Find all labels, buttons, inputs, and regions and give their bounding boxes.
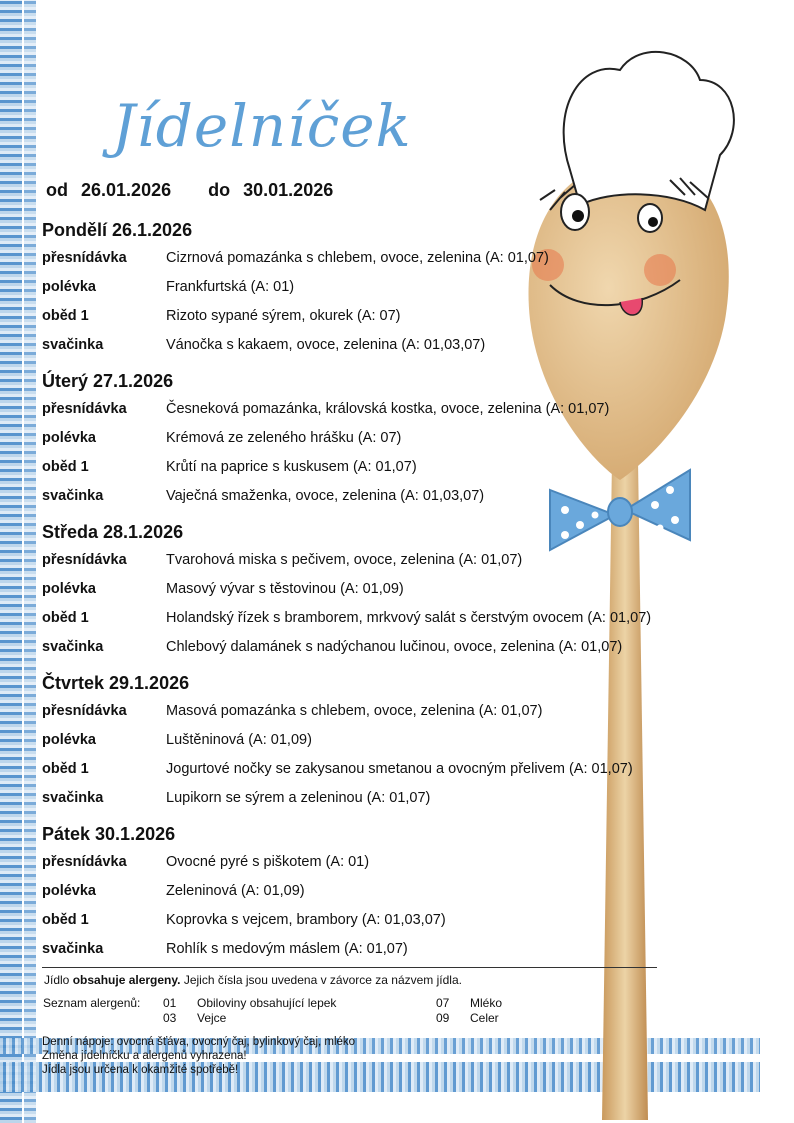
allergen-name: Celer bbox=[470, 1011, 499, 1025]
meal-label: přesnídávka bbox=[42, 703, 127, 719]
allergen-note-bold: obsahuje alergeny. bbox=[72, 973, 181, 987]
footer-drinks: Denní nápoje: ovocná šťáva, ovocný čaj, bylinkový čaj, mléko bbox=[42, 1036, 356, 1048]
meal-label: přesnídávka bbox=[42, 250, 127, 266]
meal-label: polévka bbox=[42, 883, 96, 899]
day-title: Pátek 30.1.2026 bbox=[42, 824, 176, 844]
meal-value: Masový vývar s těstovinou (A: 01,09) bbox=[166, 581, 404, 597]
meal-value: Rizoto sypané sýrem, okurek (A: 07) bbox=[166, 308, 401, 324]
meal-label: oběd 1 bbox=[42, 459, 89, 475]
day-block-monday bbox=[42, 216, 722, 360]
menu-row-lunch bbox=[42, 604, 722, 633]
page-title: Jídelníček bbox=[112, 92, 412, 160]
meal-label: svačinka bbox=[42, 941, 104, 957]
menu-row-breakfast bbox=[42, 546, 722, 575]
meal-value: Koprovka s vejcem, brambory (A: 01,03,07) bbox=[166, 912, 446, 928]
footer-change-note: Změna jídelníčku a alergenů vyhrazena! bbox=[42, 1050, 247, 1062]
menu-row-soup bbox=[42, 726, 722, 755]
meal-value: Zeleninová (A: 01,09) bbox=[166, 883, 305, 899]
meal-value: Česneková pomazánka, královská kostka, ovoce, zelenina (A: 01,07) bbox=[166, 401, 610, 417]
allergen-names-left bbox=[197, 996, 336, 1026]
day-title: Čtvrtek 29.1.2026 bbox=[42, 673, 190, 693]
meal-value: Chlebový dalamánek s nadýchanou lučinou, ovoce, zelenina (A: 01,07) bbox=[166, 639, 623, 655]
day-title: Pondělí 26.1.2026 bbox=[42, 220, 193, 240]
menu-row-lunch bbox=[42, 755, 722, 784]
allergen-code: 07 bbox=[436, 996, 450, 1010]
allergen-code: 01 bbox=[163, 996, 177, 1010]
meal-value: Masová pomazánka s chlebem, ovoce, zelenina (A: 01,07) bbox=[166, 703, 543, 719]
meal-value: Ovocné pyré s piškotem (A: 01) bbox=[166, 854, 370, 870]
allergen-code: 03 bbox=[163, 1011, 177, 1025]
menu-row-soup bbox=[42, 877, 722, 906]
allergen-note-post: Jejich čísla jsou uvedena v závorce za názvem jídla. bbox=[180, 973, 462, 987]
meal-label: svačinka bbox=[42, 639, 104, 655]
day-block-tuesday bbox=[42, 367, 722, 511]
meal-label: oběd 1 bbox=[42, 761, 89, 777]
day-title: Středa 28.1.2026 bbox=[42, 522, 184, 542]
menu-row-soup bbox=[42, 273, 722, 302]
meal-label: svačinka bbox=[42, 488, 104, 504]
meal-label: přesnídávka bbox=[42, 552, 127, 568]
meal-label: polévka bbox=[42, 581, 96, 597]
date-from-label: od bbox=[46, 180, 68, 200]
divider bbox=[42, 967, 657, 968]
menu-row-lunch bbox=[42, 302, 722, 331]
meal-value: Jogurtové nočky se zakysanou smetanou a ovocným přelivem (A: 01,07) bbox=[166, 761, 633, 777]
menu-row-snack bbox=[42, 784, 722, 813]
meal-value: Krůtí na paprice s kuskusem (A: 01,07) bbox=[166, 459, 417, 475]
fabric-stripe-vertical-thin bbox=[24, 0, 36, 1123]
menu-row-breakfast bbox=[42, 395, 722, 424]
menu-row-breakfast bbox=[42, 848, 722, 877]
meal-value: Lupikorn se sýrem a zeleninou (A: 01,07) bbox=[166, 790, 431, 806]
menu-row-snack bbox=[42, 331, 722, 360]
menu-row-soup bbox=[42, 424, 722, 453]
meal-label: svačinka bbox=[42, 790, 104, 806]
day-title: Úterý 27.1.2026 bbox=[42, 371, 174, 391]
date-range bbox=[46, 180, 333, 201]
allergen-note bbox=[44, 973, 462, 987]
meal-value: Tvarohová miska s pečivem, ovoce, zelenina (A: 01,07) bbox=[166, 552, 523, 568]
meal-label: oběd 1 bbox=[42, 610, 89, 626]
fabric-stripe-vertical bbox=[0, 0, 22, 1123]
menu-row-breakfast bbox=[42, 244, 722, 273]
menu-row-breakfast bbox=[42, 697, 722, 726]
meal-value: Vánočka s kakaem, ovoce, zelenina (A: 01,03,07) bbox=[166, 337, 486, 353]
day-block-thursday bbox=[42, 669, 722, 813]
meal-label: polévka bbox=[42, 732, 96, 748]
meal-value: Luštěninová (A: 01,09) bbox=[166, 732, 312, 748]
meal-value: Vaječná smaženka, ovoce, zelenina (A: 01,03,07) bbox=[166, 488, 485, 504]
meal-label: polévka bbox=[42, 430, 96, 446]
meal-label: oběd 1 bbox=[42, 912, 89, 928]
allergen-codes-right bbox=[436, 996, 449, 1026]
date-to-label: do bbox=[208, 180, 231, 200]
menu-row-lunch bbox=[42, 906, 722, 935]
menu-row-soup bbox=[42, 575, 722, 604]
date-from: 26.01.2026 bbox=[81, 180, 172, 200]
allergen-code: 09 bbox=[436, 1011, 450, 1025]
meal-value: Krémová ze zeleného hrášku (A: 07) bbox=[166, 430, 402, 446]
meal-label: svačinka bbox=[42, 337, 104, 353]
meal-label: přesnídávka bbox=[42, 854, 127, 870]
menu-row-snack bbox=[42, 633, 722, 662]
day-block-wednesday bbox=[42, 518, 722, 662]
meal-label: přesnídávka bbox=[42, 401, 127, 417]
menu-row-lunch bbox=[42, 453, 722, 482]
allergen-names-right bbox=[470, 996, 502, 1026]
allergen-codes-left bbox=[163, 996, 176, 1026]
menu-row-snack bbox=[42, 935, 722, 964]
footer-consumption-note: Jídla jsou určena k okamžité spotřebě! bbox=[42, 1064, 239, 1076]
meal-value: Holandský řízek s bramborem, mrkvový salát s čerstvým ovocem (A: 01,07) bbox=[166, 610, 652, 626]
allergen-name: Mléko bbox=[470, 996, 503, 1010]
meal-value: Rohlík s medovým máslem (A: 01,07) bbox=[166, 941, 408, 957]
chef-hat bbox=[564, 52, 734, 210]
allergen-note-pre: Jídlo bbox=[44, 973, 73, 987]
date-to: 30.01.2026 bbox=[243, 180, 334, 200]
menu-row-snack bbox=[42, 482, 722, 511]
footer-notes bbox=[42, 1035, 355, 1077]
allergen-list-label: Seznam alergenů: bbox=[43, 996, 141, 1010]
meal-label: oběd 1 bbox=[42, 308, 89, 324]
meal-value: Frankfurtská (A: 01) bbox=[166, 279, 295, 295]
meal-value: Cizrnová pomazánka s chlebem, ovoce, zelenina (A: 01,07) bbox=[166, 250, 549, 266]
allergen-name: Vejce bbox=[197, 1011, 227, 1025]
day-block-friday bbox=[42, 820, 722, 964]
meal-label: polévka bbox=[42, 279, 96, 295]
allergen-name: Obiloviny obsahující lepek bbox=[197, 996, 337, 1010]
